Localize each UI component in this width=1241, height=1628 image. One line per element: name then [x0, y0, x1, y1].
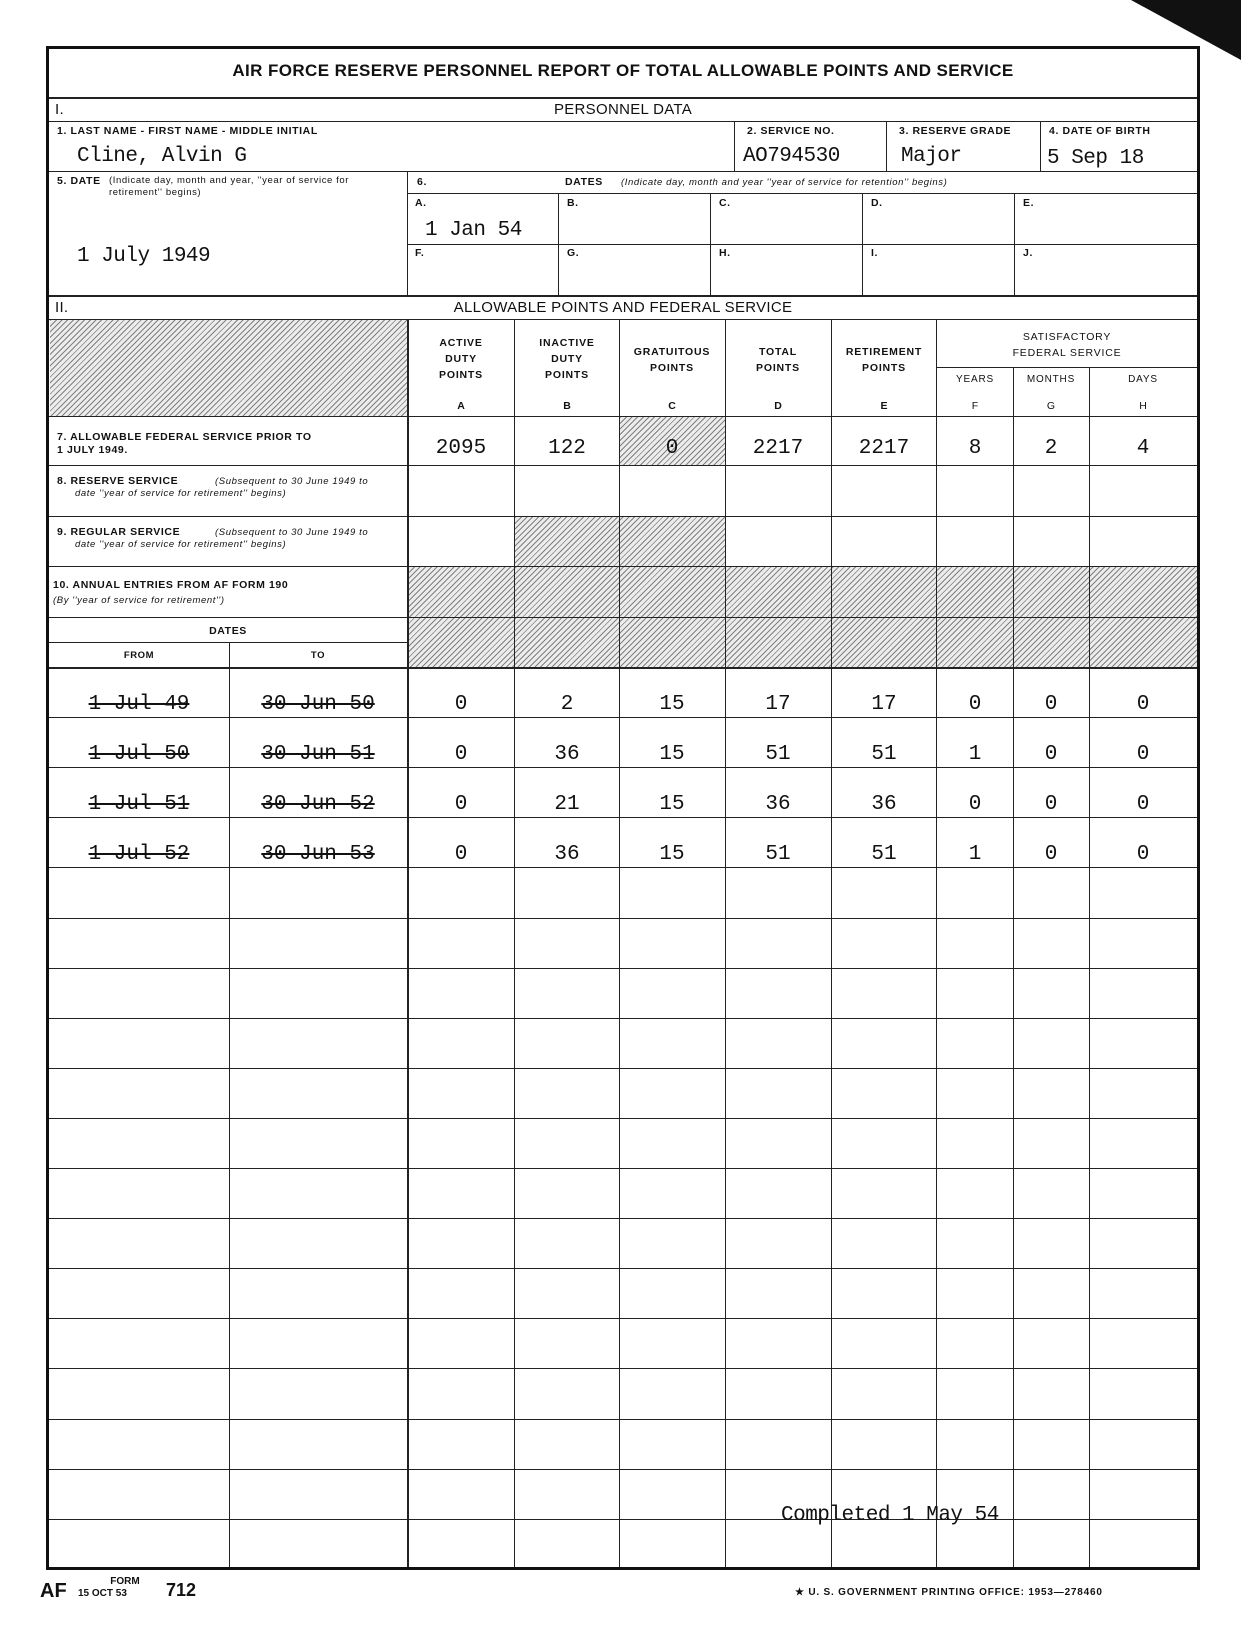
col-d-letter: D: [774, 400, 782, 412]
footer-form-word: FORM: [110, 1576, 140, 1587]
row-9-label: 9. REGULAR SERVICE: [57, 526, 181, 538]
date-slot-f-letter: F.: [415, 247, 425, 259]
entry-total-value: 17: [765, 693, 791, 716]
entry-row-line: [49, 1018, 1197, 1019]
entry-retirement-value: 51: [871, 843, 897, 866]
entry-row-line: [49, 867, 1197, 868]
row-7-active-duty-value: 2095: [435, 437, 487, 460]
row-7-retirement-value: 2217: [858, 437, 910, 460]
entry-from-date: 1 Jul 52: [88, 843, 190, 866]
entry-gratuitous-value: 15: [659, 793, 685, 816]
row-10-note: (By ''year of service for retirement''): [53, 595, 225, 606]
date-slot-b-letter: B.: [567, 197, 579, 209]
entry-active-duty-value: 0: [454, 793, 468, 816]
entry-days-value: 0: [1136, 743, 1150, 766]
col-f-letter: F: [971, 400, 979, 412]
entry-row-line: [49, 1318, 1197, 1319]
col-h-title: DAYS: [1128, 374, 1158, 385]
entry-active-duty-value: 0: [454, 743, 468, 766]
entry-retirement-value: 17: [871, 693, 897, 716]
dates-heading: DATES: [209, 625, 247, 637]
entry-retirement-value: 36: [871, 793, 897, 816]
row-9-note: (Subsequent to 30 June 1949 to date ''year of service for retirement'' begins): [75, 527, 369, 550]
row-7-years-value: 8: [968, 437, 982, 460]
col-a-letter: A: [457, 400, 465, 412]
row-10-label: 10. ANNUAL ENTRIES FROM AF FORM 190: [53, 579, 289, 591]
entry-gratuitous-value: 15: [659, 693, 685, 716]
reserve-grade-label: 3. RESERVE GRADE: [899, 125, 1012, 137]
date-slot-h-letter: H.: [719, 247, 731, 259]
entry-days-value: 0: [1136, 693, 1150, 716]
entry-row-line: [49, 968, 1197, 969]
row-8-label: 8. RESERVE SERVICE: [57, 475, 179, 487]
row-7-days-value: 4: [1136, 437, 1150, 460]
date-of-birth-value: 5 Sep 18: [1047, 147, 1144, 170]
completed-note: Completed 1 May 54: [781, 1504, 999, 1527]
col-b-letter: B: [563, 400, 571, 412]
row-7-total-value: 2217: [752, 437, 804, 460]
date-5-label: 5. DATE: [57, 175, 101, 187]
entry-months-value: 0: [1044, 793, 1058, 816]
entry-active-duty-value: 0: [454, 843, 468, 866]
section-2-number: II.: [55, 299, 69, 316]
date-of-birth-label: 4. DATE OF BIRTH: [1049, 125, 1151, 137]
date-slot-i-letter: I.: [871, 247, 879, 259]
dates-6-number: 6.: [417, 176, 427, 188]
entry-gratuitous-value: 15: [659, 843, 685, 866]
entry-to-date: 30 Jun 51: [261, 743, 375, 766]
entry-total-value: 51: [765, 743, 791, 766]
entry-row-line: [49, 1519, 1197, 1520]
entry-row-line: [49, 1268, 1197, 1269]
row-7-inactive-duty-value: 122: [548, 437, 586, 460]
entry-months-value: 0: [1044, 693, 1058, 716]
col-e-letter: E: [880, 400, 888, 412]
last-first-middle-label: 1. LAST NAME - FIRST NAME - MIDDLE INITIAL: [57, 125, 318, 137]
col-c-letter: C: [668, 400, 676, 412]
name-value: Cline, Alvin G: [77, 145, 247, 168]
entry-row-line: [49, 717, 1197, 718]
entry-row-line: [49, 1419, 1197, 1420]
entry-row-line: [49, 767, 1197, 768]
entry-years-value: 0: [968, 793, 982, 816]
entry-to-date: 30 Jun 53: [261, 843, 375, 866]
service-no-label: 2. SERVICE NO.: [747, 125, 835, 137]
service-no-value: AO794530: [743, 145, 840, 168]
footer-af: AF: [40, 1580, 67, 1602]
entry-row-line: [49, 1368, 1197, 1369]
date-slot-a-value: 1 Jan 54: [425, 219, 522, 242]
entry-total-value: 36: [765, 793, 791, 816]
satisfactory-service-title: SATISFACTORY FEDERAL SERVICE: [1012, 331, 1122, 359]
entry-years-value: 1: [968, 843, 982, 866]
entry-to-date: 30 Jun 52: [261, 793, 375, 816]
col-h-letter: H: [1139, 400, 1147, 412]
date-slot-c-letter: C.: [719, 197, 731, 209]
from-label: FROM: [123, 650, 155, 661]
entry-retirement-value: 51: [871, 743, 897, 766]
entry-row-line: [49, 1469, 1197, 1470]
entry-row-line: [49, 1218, 1197, 1219]
col-g-letter: G: [1046, 400, 1056, 412]
entry-to-date: 30 Jun 50: [261, 693, 375, 716]
row-7-gratuitous-value: 0: [665, 437, 679, 460]
date-slot-d-letter: D.: [871, 197, 883, 209]
dates-6-note: (Indicate day, month and year ''year of service for retention'' begins): [621, 177, 948, 188]
entry-inactive-duty-value: 36: [554, 843, 580, 866]
date-slot-e-letter: E.: [1023, 197, 1035, 209]
printing-office-notice: ★ U. S. GOVERNMENT PRINTING OFFICE: 1953—278460: [795, 1587, 1103, 1598]
entry-months-value: 0: [1044, 843, 1058, 866]
col-c-title: GRATUITOUS POINTS: [633, 346, 711, 374]
row-7-label: 7. ALLOWABLE FEDERAL SERVICE PRIOR TO 1 JULY 1949.: [57, 431, 312, 456]
entry-years-value: 0: [968, 693, 982, 716]
entry-inactive-duty-value: 21: [554, 793, 580, 816]
dates-6-label: DATES: [565, 176, 603, 188]
entry-active-duty-value: 0: [454, 693, 468, 716]
footer-form-date: 15 OCT 53: [78, 1588, 127, 1599]
col-f-title: YEARS: [956, 374, 994, 385]
entry-row-line: [49, 1118, 1197, 1119]
date-5-value: 1 July 1949: [77, 245, 211, 268]
footer-form-number: 712: [166, 1580, 197, 1600]
entry-days-value: 0: [1136, 793, 1150, 816]
entry-years-value: 1: [968, 743, 982, 766]
row-7-months-value: 2: [1044, 437, 1058, 460]
col-b-title: INACTIVE DUTY POINTS: [539, 337, 595, 381]
section-2-heading: ALLOWABLE POINTS AND FEDERAL SERVICE: [453, 299, 793, 316]
date-slot-a-letter: A.: [415, 197, 427, 209]
entry-inactive-duty-value: 36: [554, 743, 580, 766]
row-8-note: (Subsequent to 30 June 1949 to date ''year of service for retirement'' begins): [75, 476, 369, 499]
entry-row-line: [49, 817, 1197, 818]
entry-months-value: 0: [1044, 743, 1058, 766]
entry-row-line: [49, 1168, 1197, 1169]
col-g-title: MONTHS: [1026, 374, 1076, 385]
entry-total-value: 51: [765, 843, 791, 866]
section-1-number: I.: [55, 101, 64, 118]
date-5-note: (Indicate day, month and year, ''year of service for retirement'' begins): [109, 175, 350, 198]
entry-row-line: [49, 918, 1197, 919]
entry-gratuitous-value: 15: [659, 743, 685, 766]
row-7-values: [49, 49, 1197, 469]
entry-row-line: [49, 1068, 1197, 1069]
entry-from-date: 1 Jul 50: [88, 743, 190, 766]
reserve-grade-value: Major: [901, 145, 962, 168]
section-1-heading: PERSONNEL DATA: [553, 101, 693, 118]
date-slot-j-letter: J.: [1023, 247, 1033, 259]
date-slot-g-letter: G.: [567, 247, 580, 259]
col-d-title: TOTAL POINTS: [756, 346, 800, 374]
entry-inactive-duty-value: 2: [560, 693, 574, 716]
entry-days-value: 0: [1136, 843, 1150, 866]
col-e-title: RETIREMENT POINTS: [845, 346, 923, 374]
col-a-title: ACTIVE DUTY POINTS: [439, 337, 483, 381]
entry-from-date: 1 Jul 49: [88, 693, 190, 716]
to-label: TO: [310, 650, 326, 661]
af-form-712: [46, 46, 1200, 1570]
form-title: AIR FORCE RESERVE PERSONNEL REPORT OF TOTAL ALLOWABLE POINTS AND SERVICE: [232, 61, 1014, 80]
entry-from-date: 1 Jul 51: [88, 793, 190, 816]
